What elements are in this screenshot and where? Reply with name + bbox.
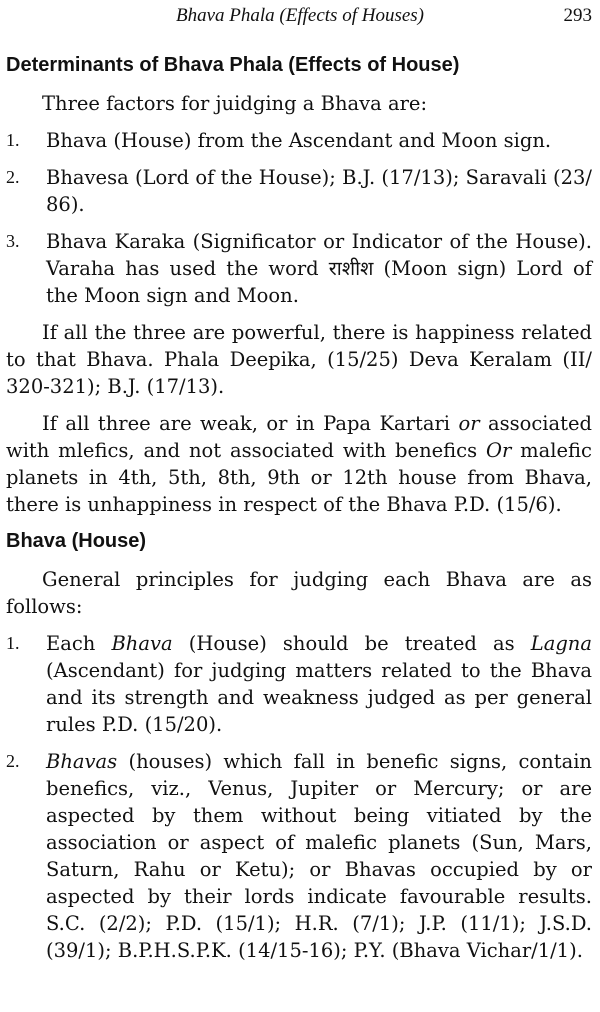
emphasis: Bhavas (46, 750, 118, 773)
list-item-text (46, 630, 592, 738)
list-item-number: 1. (6, 130, 20, 150)
list-item-number: 3. (6, 231, 20, 251)
emphasis: Lagna (530, 632, 592, 655)
list-item-text: Bhava Karaka (Significator or Indicator of the House). Varaha has used the word राशीश (Moon sign) Lord of the Moon sign and Moon. (46, 230, 592, 307)
list-item (6, 630, 592, 738)
paragraph-powerful: If all the three are powerful, there is happiness related to that Bhava. Phala Deepika, (15/25) Deva Keralam (II/ 320-321); B.J. (17/13). (6, 321, 592, 398)
list-item-number: 2. (6, 751, 20, 771)
principles-list (6, 630, 592, 964)
list-item (6, 228, 592, 309)
list-item-number: 1. (6, 633, 20, 653)
page-number: 293 (563, 5, 592, 26)
emphasis: Or (485, 439, 512, 462)
text-segment: (House) should be treated as (172, 632, 531, 655)
text-segment: (houses) which fall in benefic signs, contain benefics, viz., Venus, Jupiter or Mercury; or are aspected by them without being vitiated by the association or aspect of malefic planets (Sun, Mars, Saturn, Rahu or Ketu); or Bhavas occupied by or aspected by their lords indicate favourable results. S.C. (2/2); P.D. (15/1); H.R. (7/1); J.P. (11/1); J.S.D. (39/1); B.P.H.S.P.K. (14/15-16); P.Y. (Bhava Vichar/1/1). (46, 750, 592, 962)
paragraph-weak (6, 410, 592, 518)
text-segment: malefic planets in 4th, 5th, 8th, 9th or 12th house from Bhava, there is unhappiness in respect of the Bhava P.D. (15/6). (6, 439, 592, 516)
list-item (6, 748, 592, 964)
list-item (6, 127, 592, 154)
list-item-text (46, 748, 592, 964)
text-segment: Each (46, 632, 112, 655)
text-segment: associated with mlefics, and not associated with benefics (6, 412, 592, 462)
text-segment: (Ascendant) for judging matters related to the Bhava and its strength and weakness judged as per general rules P.D. (15/20). (46, 659, 592, 736)
list-item-text: Bhava (House) from the Ascendant and Moon sign. (46, 129, 552, 152)
emphasis: or (458, 412, 480, 435)
list-item-text: Bhavesa (Lord of the House); B.J. (17/13); Saravali (23/ 86). (46, 166, 592, 216)
principles-intro: General principles for judging each Bhava are as follows: (6, 568, 592, 618)
intro-paragraph: Three factors for juidging a Bhava are: (42, 92, 428, 115)
running-head (0, 4, 600, 28)
list-item-number: 2. (6, 167, 20, 187)
page-content (6, 52, 592, 974)
running-title: Bhava Phala (Effects of Houses) (175, 5, 424, 26)
emphasis: Bhava (111, 632, 173, 655)
list-item (6, 164, 592, 218)
text-segment: If all three are weak, or in Papa Kartari (42, 412, 459, 435)
section-heading-determinants: Determinants of Bhava Phala (Effects of House) (6, 54, 460, 76)
section-heading-bhava: Bhava (House) (6, 530, 147, 552)
factors-list (6, 127, 592, 309)
